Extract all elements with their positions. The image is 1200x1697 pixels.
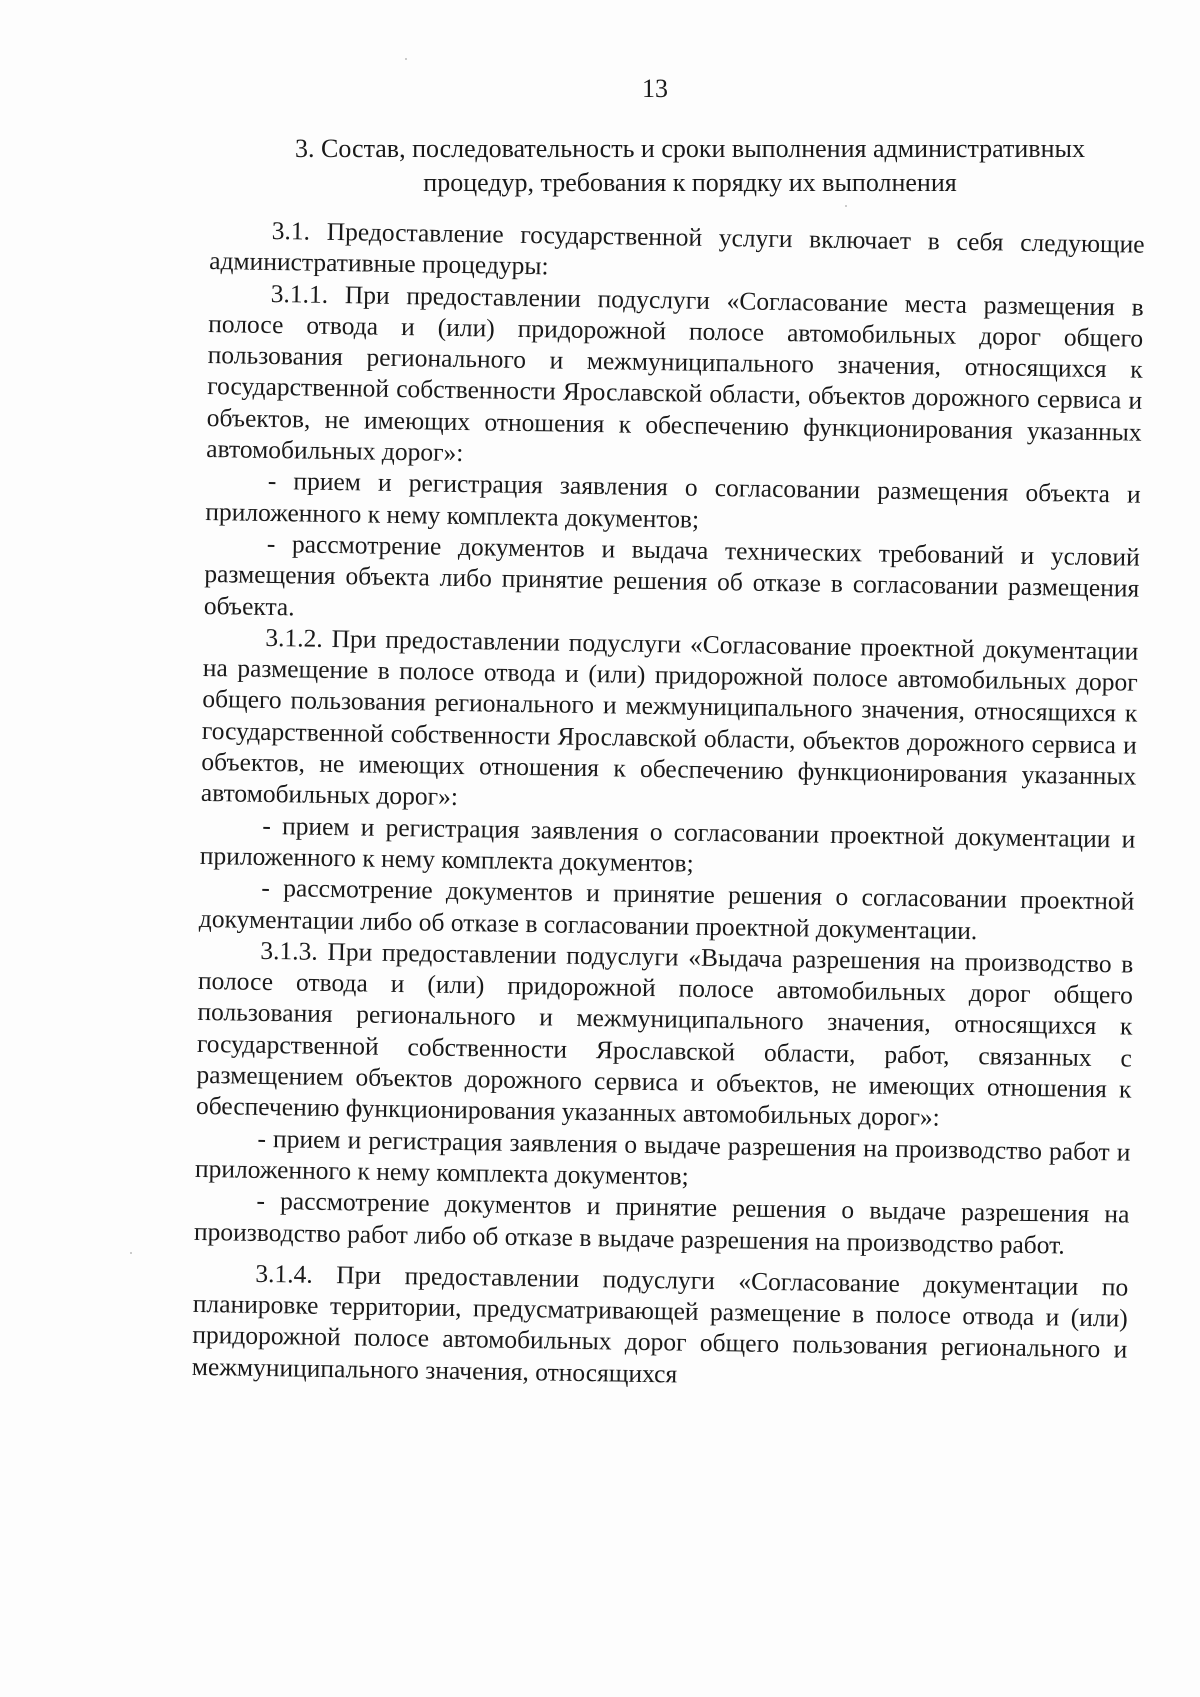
paragraph-3-1-3: 3.1.3. При предоставлении подуслуги «Выдача разрешения на производство в полосе отвода и (или) придорожной полосе автомобильных дорог общего пользования регионального и межмуниципального значения, относящихся к государственной собственности Ярославской области, работ, связанных с размещением объектов дорожного сервиса и объектов, не имеющих отношения к обеспечению функционирования указанных автомобильных дорог»:: [195, 935, 1134, 1132]
list-item: - рассмотрение документов и выдача технических требований и условий размещения объекта либо принятие решения об отказе в согласовании размещения объекта.: [203, 528, 1140, 621]
list-item: - рассмотрение документов и принятие решения о согласовании проектной документации либо об отказе в согласовании проектной документации.: [198, 873, 1135, 945]
scan-speck: [405, 58, 407, 60]
list-item: - прием и регистрация заявления о выдаче разрешения на производство работ и приложенного к нему комплекта документов;: [194, 1123, 1131, 1191]
page-number: 13: [642, 74, 668, 103]
list-item: - прием и регистрация заявления о согласовании проектной документации и приложенного к нему комплекта документов;: [199, 810, 1136, 878]
scan-speck: [845, 205, 847, 207]
body-text: [192, 214, 1145, 1397]
paragraph-3-1-1: 3.1.1. При предоставлении подуслуги «Согласование места размещения в полосе отвода и (или) придорожной полосе автомобильных дорог общего пользования регионального и межмуниципального значения, относящихся к государственной собственности Ярославской области, объектов дорожного сервиса и объектов, не имеющих отношения к обеспечению функционирования указанных автомобильных дорог»:: [206, 278, 1144, 468]
section-heading: 3. Состав, последовательность и сроки выполнения административных процедур, требования к порядку их выполнения: [295, 134, 1085, 197]
list-item: - прием и регистрация заявления о согласовании размещения объекта и приложенного к нему комплекта документов;: [205, 466, 1141, 534]
paragraph-3-1: 3.1. Предоставление государственной услуги включает в себя следующие административные процедуры:: [209, 215, 1145, 281]
scan-speck: [130, 1252, 132, 1254]
paragraph-3-1-4: 3.1.4. При предоставлении подуслуги «Согласование документации по планировке территории, предусматривающей размещение в полосе отвода и (или) придорожной полосе автомобильных дорог общего пользования регионального и межмуниципального значения, относящихся: [191, 1258, 1129, 1389]
paragraph-3-1-2: 3.1.2. При предоставлении подуслуги «Согласование проектной документации на размещение в полосе отвода и (или) придорожной полосе автомобильных дорог общего пользования регионального и межмуниципального значения, относящихся к государственной собственности Ярославской области, объектов дорожного сервиса и объектов, не имеющих отношения к обеспечению функционирования указанных автомобильных дорог»:: [200, 622, 1139, 812]
list-item: - рассмотрение документов и принятие решения о выдаче разрешения на производство работ либо об отказе в выдаче разрешения на производство работ.: [193, 1186, 1130, 1260]
